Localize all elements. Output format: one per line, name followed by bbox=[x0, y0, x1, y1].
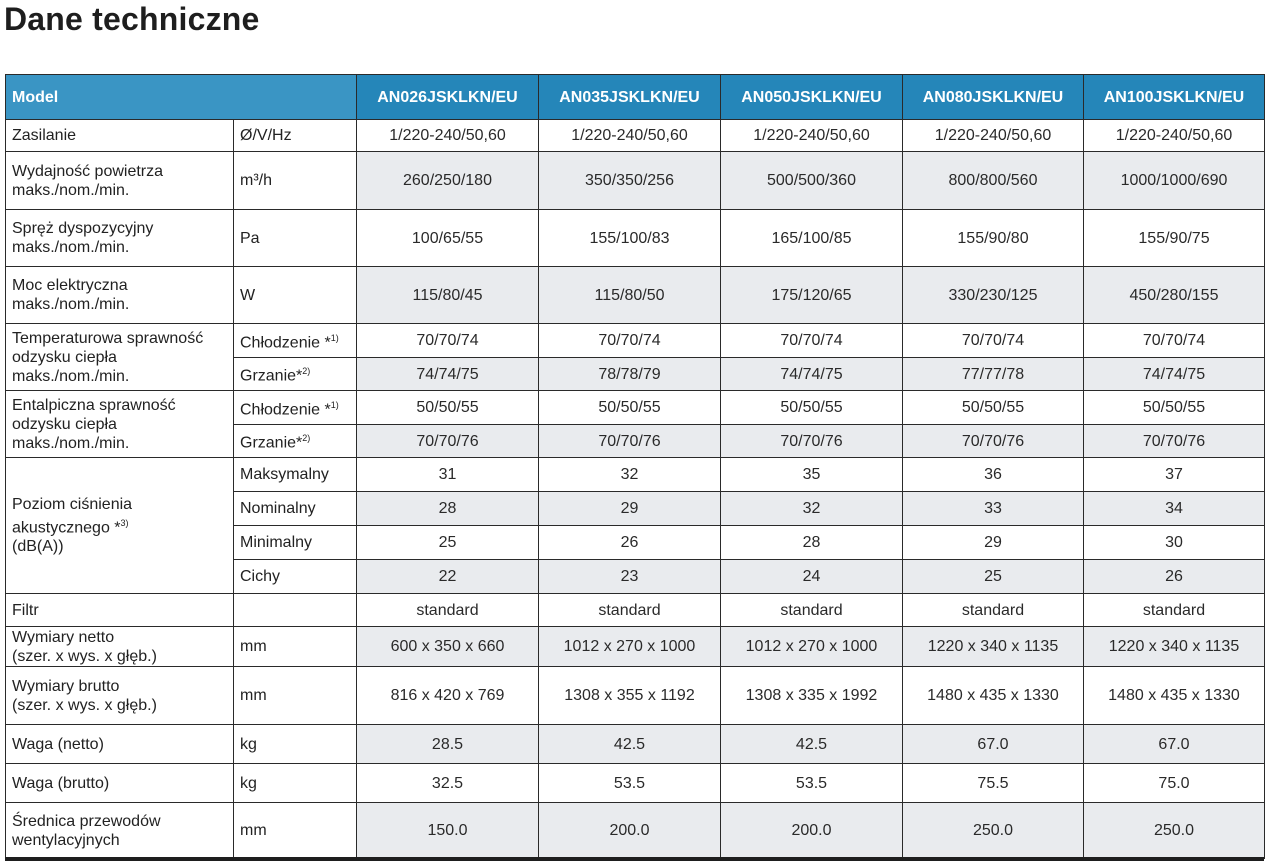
row-ental-cooling bbox=[6, 391, 1265, 425]
cell-value: 67.0 bbox=[1084, 725, 1265, 764]
footnote-mark: 2) bbox=[302, 433, 311, 444]
cell-value: 1220 x 340 x 1135 bbox=[903, 627, 1084, 667]
cell-value: 25 bbox=[357, 526, 539, 560]
label-line: maks./nom./min. bbox=[12, 296, 130, 313]
cell-value: 28.5 bbox=[357, 725, 539, 764]
cell-value: 50/50/55 bbox=[357, 391, 539, 425]
cell-value: 31 bbox=[357, 458, 539, 492]
cell-value: 35 bbox=[721, 458, 903, 492]
cell-value: 150.0 bbox=[357, 803, 539, 859]
cell-value: 24 bbox=[721, 560, 903, 594]
cell-value: 450/280/155 bbox=[1084, 267, 1265, 324]
cell-value: 50/50/55 bbox=[539, 391, 721, 425]
row-label bbox=[6, 152, 234, 210]
cell-value: 1308 x 355 x 1192 bbox=[539, 667, 721, 725]
cell-value: 1/220-240/50,60 bbox=[1084, 120, 1265, 152]
cell-value: 36 bbox=[903, 458, 1084, 492]
cell-value: standard bbox=[721, 594, 903, 627]
cell-value: 260/250/180 bbox=[357, 152, 539, 210]
cell-value: 50/50/55 bbox=[721, 391, 903, 425]
row-label bbox=[6, 667, 234, 725]
row-unit: Maksymalny bbox=[234, 458, 357, 492]
row-unit: Cichy bbox=[234, 560, 357, 594]
cell-value: 50/50/55 bbox=[1084, 391, 1265, 425]
label-line: Wydajność powietrza bbox=[12, 162, 164, 180]
row-label bbox=[6, 627, 234, 667]
label-line: maks./nom./min. bbox=[12, 434, 130, 452]
cell-value: 1480 x 435 x 1330 bbox=[1084, 667, 1265, 725]
cell-value: 250.0 bbox=[903, 803, 1084, 859]
cell-value: 330/230/125 bbox=[903, 267, 1084, 324]
row-waga-brutto bbox=[6, 764, 1265, 803]
label-line: odzysku ciepła bbox=[12, 415, 117, 433]
row-label bbox=[6, 210, 234, 267]
page-title: Dane techniczne bbox=[4, 1, 260, 37]
footnote-mark: 1) bbox=[330, 399, 339, 410]
label-line: (szer. x wys. x głęb.) bbox=[12, 696, 157, 714]
row-label bbox=[6, 458, 234, 594]
cell-value: 800/800/560 bbox=[903, 152, 1084, 210]
row-unit bbox=[234, 324, 357, 358]
cell-value: 200.0 bbox=[721, 803, 903, 859]
cell-value: 53.5 bbox=[539, 764, 721, 803]
row-srednica bbox=[6, 803, 1265, 859]
label-line: Wymiary netto bbox=[12, 628, 115, 646]
footnote-mark: 3) bbox=[120, 517, 129, 528]
label-line: Spręż dyspozycyjny bbox=[12, 220, 154, 237]
label-line: akustycznego * bbox=[12, 519, 121, 537]
unit-text: Grzanie* bbox=[240, 367, 303, 385]
row-zasilanie bbox=[6, 120, 1265, 152]
cell-value: 70/70/74 bbox=[539, 324, 721, 358]
cell-value: 1/220-240/50,60 bbox=[539, 120, 721, 152]
footnote-mark: 1) bbox=[330, 332, 339, 343]
cell-value: 74/74/75 bbox=[721, 358, 903, 391]
cell-value: 70/70/76 bbox=[721, 425, 903, 458]
cell-value: 115/80/45 bbox=[357, 267, 539, 324]
cell-value: 77/77/78 bbox=[903, 358, 1084, 391]
cell-value: 29 bbox=[903, 526, 1084, 560]
cell-value: standard bbox=[1084, 594, 1265, 627]
cell-value: 155/90/80 bbox=[903, 210, 1084, 267]
label-line: Średnica przewodów bbox=[12, 812, 161, 830]
label-line: Poziom ciśnienia bbox=[12, 495, 133, 513]
label-line: Entalpiczna sprawność bbox=[12, 396, 176, 414]
cell-value: 70/70/74 bbox=[1084, 324, 1265, 358]
row-unit bbox=[234, 594, 357, 627]
row-label bbox=[6, 391, 234, 458]
cell-value: 53.5 bbox=[721, 764, 903, 803]
row-unit bbox=[234, 391, 357, 425]
cell-value: 78/78/79 bbox=[539, 358, 721, 391]
row-label bbox=[6, 803, 234, 859]
model-header: Model bbox=[6, 75, 357, 120]
cell-value: 600 x 350 x 660 bbox=[357, 627, 539, 667]
cell-value: 74/74/75 bbox=[1084, 358, 1265, 391]
row-unit: mm bbox=[234, 627, 357, 667]
row-unit: mm bbox=[234, 803, 357, 859]
cell-value: standard bbox=[539, 594, 721, 627]
cell-value: 500/500/360 bbox=[721, 152, 903, 210]
cell-value: 1/220-240/50,60 bbox=[357, 120, 539, 152]
row-noise-max bbox=[6, 458, 1265, 492]
cell-value: 42.5 bbox=[721, 725, 903, 764]
cell-value: standard bbox=[903, 594, 1084, 627]
cell-value: 1/220-240/50,60 bbox=[721, 120, 903, 152]
cell-value: 75.0 bbox=[1084, 764, 1265, 803]
row-unit: Pa bbox=[234, 210, 357, 267]
label-line: (szer. x wys. x głęb.) bbox=[12, 647, 157, 665]
cell-value: 28 bbox=[357, 492, 539, 526]
cell-value: 1000/1000/690 bbox=[1084, 152, 1265, 210]
cell-value: 42.5 bbox=[539, 725, 721, 764]
row-unit: mm bbox=[234, 667, 357, 725]
row-unit: Minimalny bbox=[234, 526, 357, 560]
cell-value: 100/65/55 bbox=[357, 210, 539, 267]
cell-value: 70/70/74 bbox=[357, 324, 539, 358]
cell-value: 1480 x 435 x 1330 bbox=[903, 667, 1084, 725]
cell-value: 75.5 bbox=[903, 764, 1084, 803]
cell-value: 70/70/76 bbox=[903, 425, 1084, 458]
cell-value: 175/120/65 bbox=[721, 267, 903, 324]
row-wymiary-brutto bbox=[6, 667, 1265, 725]
cell-value: 155/90/75 bbox=[1084, 210, 1265, 267]
cell-value: 816 x 420 x 769 bbox=[357, 667, 539, 725]
row-wymiary-netto bbox=[6, 627, 1265, 667]
cell-value: 26 bbox=[1084, 560, 1265, 594]
model-name: AN080JSKLKN/EU bbox=[903, 75, 1084, 120]
label-line: (dB(A)) bbox=[12, 538, 64, 556]
cell-value: 70/70/74 bbox=[903, 324, 1084, 358]
footnote-mark: 2) bbox=[302, 366, 311, 377]
row-unit: W bbox=[234, 267, 357, 324]
row-moc bbox=[6, 267, 1265, 324]
cell-value: 32 bbox=[721, 492, 903, 526]
cell-value: 23 bbox=[539, 560, 721, 594]
row-temp-cooling bbox=[6, 324, 1265, 358]
cell-value: 37 bbox=[1084, 458, 1265, 492]
cell-value: 29 bbox=[539, 492, 721, 526]
row-unit: m³/h bbox=[234, 152, 357, 210]
row-label: Waga (brutto) bbox=[6, 764, 234, 803]
cell-value: 26 bbox=[539, 526, 721, 560]
model-name: AN100JSKLKN/EU bbox=[1084, 75, 1265, 120]
row-label: Waga (netto) bbox=[6, 725, 234, 764]
cell-value: 1012 x 270 x 1000 bbox=[539, 627, 721, 667]
row-unit: Ø/V/Hz bbox=[234, 120, 357, 152]
cell-value: 30 bbox=[1084, 526, 1265, 560]
label-line: Temperaturowa sprawność bbox=[12, 329, 204, 347]
unit-text: Chłodzenie * bbox=[240, 401, 331, 419]
cell-value: 250.0 bbox=[1084, 803, 1265, 859]
cell-value: 25 bbox=[903, 560, 1084, 594]
cell-value: 70/70/76 bbox=[1084, 425, 1265, 458]
cell-value: 32 bbox=[539, 458, 721, 492]
model-name: AN050JSKLKN/EU bbox=[721, 75, 903, 120]
cell-value: 50/50/55 bbox=[903, 391, 1084, 425]
cell-value: 22 bbox=[357, 560, 539, 594]
label-line: odzysku ciepła bbox=[12, 348, 117, 366]
row-label bbox=[6, 324, 234, 391]
cell-value: 34 bbox=[1084, 492, 1265, 526]
cell-value: 200.0 bbox=[539, 803, 721, 859]
unit-text: Chłodzenie * bbox=[240, 334, 331, 352]
cell-value: 155/100/83 bbox=[539, 210, 721, 267]
model-name: AN026JSKLKN/EU bbox=[357, 75, 539, 120]
label-line: Wymiary brutto bbox=[12, 677, 120, 695]
cell-value: 33 bbox=[903, 492, 1084, 526]
cell-value: 70/70/76 bbox=[357, 425, 539, 458]
cell-value: 115/80/50 bbox=[539, 267, 721, 324]
row-unit bbox=[234, 425, 357, 458]
cell-value: 1012 x 270 x 1000 bbox=[721, 627, 903, 667]
row-unit: kg bbox=[234, 764, 357, 803]
cell-value: 1220 x 340 x 1135 bbox=[1084, 627, 1265, 667]
cell-value: 1/220-240/50,60 bbox=[903, 120, 1084, 152]
unit-text: Grzanie* bbox=[240, 434, 303, 452]
cell-value: 1308 x 335 x 1992 bbox=[721, 667, 903, 725]
header-row bbox=[6, 75, 1265, 120]
row-label: Zasilanie bbox=[6, 120, 234, 152]
model-name: AN035JSKLKN/EU bbox=[539, 75, 721, 120]
label-line: Moc elektryczna bbox=[12, 277, 128, 294]
cell-value: 28 bbox=[721, 526, 903, 560]
row-waga-netto bbox=[6, 725, 1265, 764]
cell-value: 350/350/256 bbox=[539, 152, 721, 210]
cell-value: 165/100/85 bbox=[721, 210, 903, 267]
row-wydajnosc bbox=[6, 152, 1265, 210]
row-unit: kg bbox=[234, 725, 357, 764]
cell-value: 67.0 bbox=[903, 725, 1084, 764]
label-line: wentylacyjnych bbox=[12, 831, 120, 849]
row-sprez bbox=[6, 210, 1265, 267]
row-unit bbox=[234, 358, 357, 391]
row-unit: Nominalny bbox=[234, 492, 357, 526]
cell-value: 32.5 bbox=[357, 764, 539, 803]
row-label bbox=[6, 267, 234, 324]
cell-value: 74/74/75 bbox=[357, 358, 539, 391]
bottom-rule bbox=[5, 857, 1264, 861]
spec-table bbox=[5, 74, 1265, 859]
label-line: maks./nom./min. bbox=[12, 239, 130, 256]
row-label: Filtr bbox=[6, 594, 234, 627]
cell-value: 70/70/74 bbox=[721, 324, 903, 358]
cell-value: 70/70/76 bbox=[539, 425, 721, 458]
label-line: maks./nom./min. bbox=[12, 367, 130, 385]
cell-value: standard bbox=[357, 594, 539, 627]
label-line: maks./nom./min. bbox=[12, 181, 130, 199]
row-filtr bbox=[6, 594, 1265, 627]
